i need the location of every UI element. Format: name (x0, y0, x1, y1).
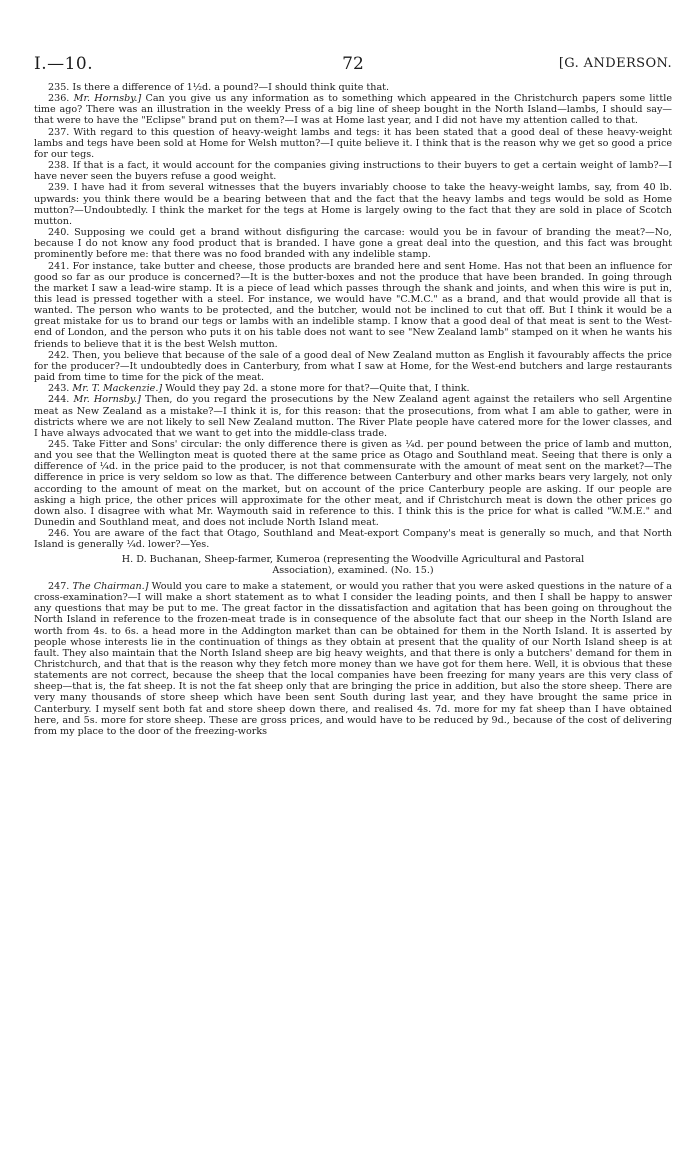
paragraph-240: 240. Supposing we could get a brand without disfiguring the carcase: would you be in favour of branding the meat?—No, because I do not know any food product that is branded. I have gone a great deal into the question, and this fact was brought prominently before me: that there was no food branded with any indelible stamp. (34, 227, 672, 261)
paragraph-244: 244. Mr. Hornsby.] Then, do you regard the prosecutions by the New Zealand agent against the retailers who sell Argentine meat as New Zealand as a mistake?—I think it is, for this reason: that the prosecutions, from what I am able to gather, were in districts where we are not likely to sell New Zealand mutton. The River Plate people have catered more for the lower classes, and I have always advocated that we want to get into the middle-class trade. (34, 394, 672, 439)
paragraph-242: 242. Then, you believe that because of the sale of a good deal of New Zealand mutton as English it favourably affects the price for the producer?—It undoubtedly does in Canterbury, from what I saw at Home, for the West-end butchers and large restaurants paid from time to time for the pick of the meat. (34, 349, 672, 384)
document-body (34, 82, 672, 737)
speaker-label: Mr. Hornsby.] (73, 93, 142, 105)
paragraph-238: 238. If that is a fact, it would account for the companies giving instructions to their buyers to get a certain weight of lamb?—I have never seen the buyers refuse a good weight. (34, 160, 672, 183)
page-number: 72 (342, 54, 364, 74)
document-reference: I.—10. (34, 54, 94, 74)
witness-heading-line-1: H. D. Buchanan, Sheep-farmer, Kumeroa (representing the Woodville Agricultural and Pastoral (121, 553, 585, 565)
paragraph-245: 245. Take Fitter and Sons' circular: the only difference there is given as ¼d. per pound between the price of lamb and mutton, and you see that the Wellington meat is quoted there at the same price as Otago and Southland meat. Seeing that there is only a difference of ¼d. in the price paid to the producer, is not that commensurate with the amount of meat sent on the market?—The difference in price is very seldom so low as that. The difference between Canterbury and other marks bears very largely, not only according to the amount of meat on the market, but on account of the price Canterbury people are asking. If our people are asking a high price, the other prices will approximate for the other meat, and if Christchurch meat is down the other prices go down also. I disagree with what Mr. Waymouth said in reference to this. I think this is the price for what is called "W.M.E." and Dunedin and Southland meat, and does not include North Island meat. (34, 439, 672, 529)
paragraph-246: 246. You are aware of the fact that Otago, Southland and Meat-export Company's meat is generally so much, and that North Island is generally ¼d. lower?—Yes. (34, 528, 672, 551)
witness-heading-line-2: Association), examined. (No. 15.) (272, 564, 434, 576)
paragraph-237: 237. With regard to this question of heavy-weight lambs and tegs: it has been stated that a good deal of these heavy-weight lambs and tegs have been sold at Home for Welsh mutton?—I quite believe it. I think that is the reason why we get so good a price for our tegs. (34, 126, 672, 160)
paragraph-247: 247. The Chairman.] Would you care to make a statement, or would you rather that you were asked questions in the nature of a cross-examination?—I will make a short statement as to what I consider the leading points, and then I shall be happy to answer any questions that may be put to me. The great factor in the dissatisfaction and agitation that has been going on throughout the North Island in reference to the frozen-meat trade is in consequence of the absolute fact that our sheep in the North Island are worth from 4s. to 6s. a head more in the Addington market than can be obtained for them in the North Island. It is asserted by people whose interests lie in the continuation of things as they obtain at present that the quality of our North Island sheep is at fault. They also maintain that the North Island sheep are big heavy weights, and that there is only a butchers' demand for them in Christchurch, and that that is the reason why they fetch more money than we have got for them here. Well, it is obvious that these statements are not correct, because the sheep that the local companies have been freezing for many years are this very class of sheep—that is, the fat sheep. It is not the fat sheep only that are bringing the price in addition, but also the store sheep. There are very many thousands of store sheep which have been sent South during last year, and they have brought the same price in Canterbury. I myself sent both fat and store sheep down there, and realised 4s. 7d. more for my fat sheep than I have obtained here, and 5s. more for store sheep. These are gross prices, and would have to be reduced by 9d., because of the cost of delivering from my place to the door of the freezing-works (34, 580, 672, 737)
page-header (34, 54, 672, 78)
paragraph-243: 243. Mr. T. Mackenzie.] Would they pay 2d. a stone more for that?—Quite that, I think. (48, 383, 470, 395)
witness-heading (34, 554, 672, 576)
witness-name: [G. ANDERSON. (558, 56, 672, 71)
speaker-label: Mr. Hornsby.] (73, 394, 141, 406)
paragraph-235: 235. Is there a difference of 1½d. a pound?—I should think quite that. (48, 82, 390, 93)
speaker-label: Mr. T. Mackenzie.] (72, 383, 163, 395)
speaker-label: The Chairman.] (72, 580, 149, 592)
paragraph-236: 236. Mr. Hornsby.] Can you give us any information as to something which appeared in the Christchurch papers some little time ago? There was an illustration in the weekly Press of a big line of sheep bought in the North Island—lambs, I should say—that were to have the "Eclipse" brand put on them?—I was at Home last year, and I did not have my attention called to that. (34, 93, 673, 127)
paragraph-241: 241. For instance, take butter and cheese, those products are branded here and sent Home. Has not that been an influence for good so far as our produce is concerned?—It is the butter-boxes and not the produce that have been branded. In going through the market I saw a lead-wire stamp. It is a piece of lead which passes through the shank and joints, and when this wire is put in, this lead is pressed together with a steel. For instance, we would have "C.M.C." as a brand, and that would provide all that is wanted. The person who wants to be protected, and the butcher, would not be inclined to cut that off. But I think it would be a great mistake for us to brand our tegs or lambs with an indelible stamp. I know that a good deal of that meat is sent to the West-end of London, and the person who puts it on his table does not want to see "New Zealand lamb" stamped on it when he wants his friends to believe that it is the best Welsh mutton. (34, 260, 672, 350)
paragraph-239: 239. I have had it from several witnesses that the buyers invariably choose to take the heavy-weight lambs, say, from 40 lb. upwards: you think there would be a bearing between that and the fact that the heavy lambs and tegs would be sold as Home mutton?—Undoubtedly. I think the market for the tegs at Home is largely owing to the fact that they are sold in place of Scotch mutton. (34, 182, 672, 227)
